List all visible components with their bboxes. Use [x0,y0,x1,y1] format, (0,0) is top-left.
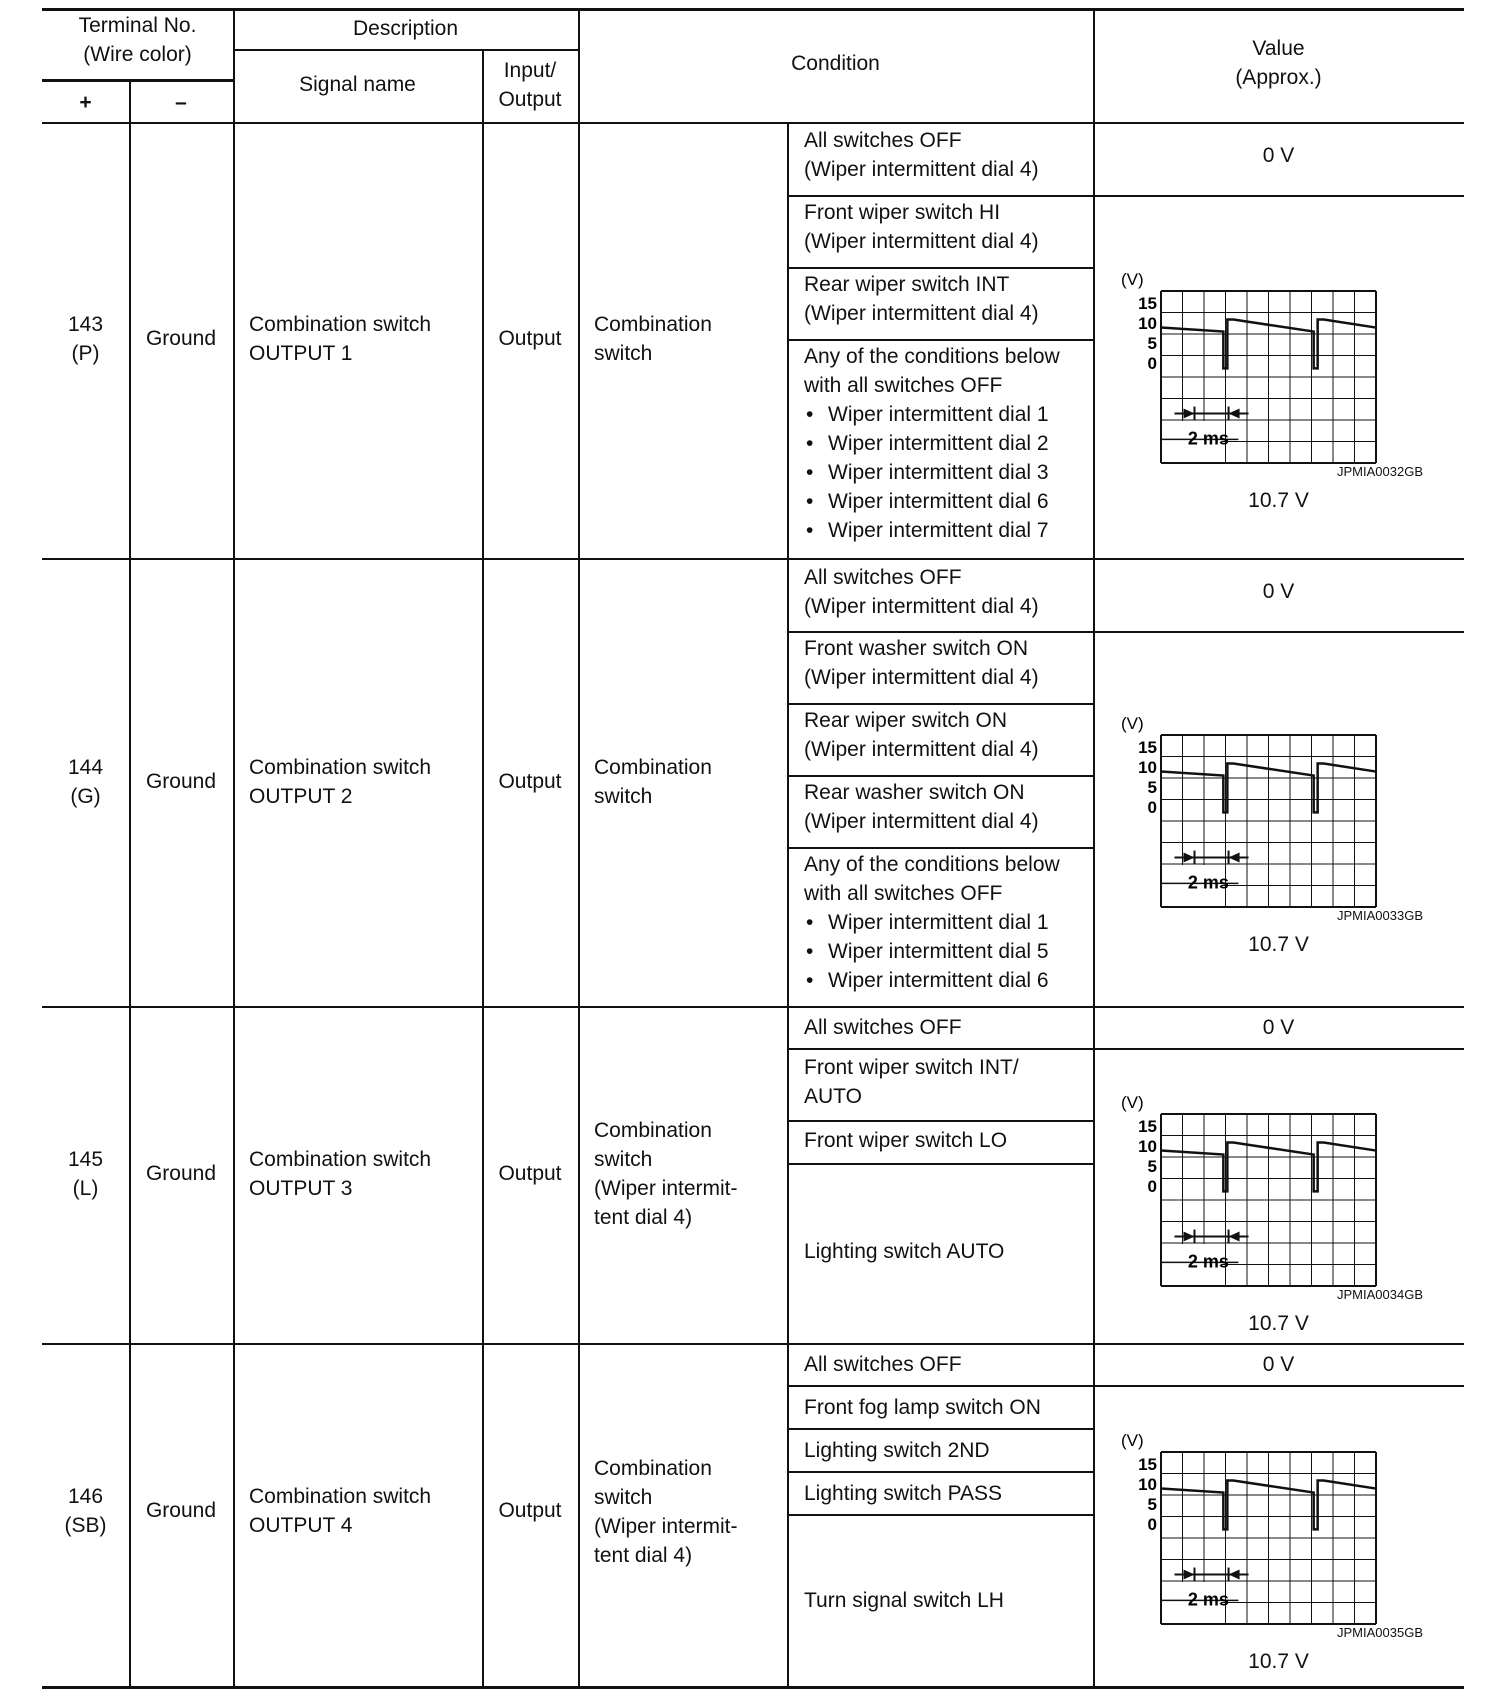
header-minus: – [175,91,187,114]
sub-divider [787,631,1464,633]
sub-condition: All switches OFF [804,1016,962,1039]
condition-main: Combination switch [594,313,712,365]
sub-condition: Any of the conditions below with all switches OFF • Wiper intermittent dial 1 • Wiper intermittent dial 5 • Wiper intermittent dial 6 [804,850,1060,995]
time-arrow-left [1184,1232,1195,1242]
graph-code: JPMIA0032GB [1337,464,1423,479]
graph-code: JPMIA0034GB [1337,1287,1423,1302]
sub-condition: Front fog lamp switch ON [804,1396,1041,1419]
value-on: 10.7 V [1248,489,1309,512]
sub-divider [787,847,1093,849]
sub-condition: Front wiper switch HI (Wiper intermittent dial 4) [804,201,1039,253]
sub-divider [787,775,1093,777]
sub-condition: Rear washer switch ON (Wiper intermittent dial 4) [804,781,1039,833]
sub-divider [787,703,1093,705]
sub-condition: All switches OFF (Wiper intermittent dial 4) [804,566,1039,618]
condition-main: Combination switch [594,756,712,808]
value-on: 10.7 V [1248,1650,1309,1673]
sub-divider [787,1471,1093,1473]
sub-divider [787,1120,1093,1122]
terminal-number: 144 (G) [67,756,104,808]
time-arrow-left [1184,853,1195,863]
sub-condition: Front wiper switch LO [804,1129,1008,1152]
table-bottom-rule [42,1686,1464,1689]
io-type: Output [498,1499,562,1522]
col-line-condition-value [1093,8,1095,1688]
y-tick-label: 10 [1138,1137,1157,1156]
ground-terminal: Ground [145,1499,217,1522]
sub-divider [787,1385,1464,1387]
waveform-graph [1117,271,1462,486]
bullet-item: • Wiper intermittent dial 6 [804,966,1060,995]
time-scale-label: 2 ms [1187,872,1229,893]
y-tick-label: 15 [1138,1455,1157,1474]
signal-name: Combination switch OUTPUT 1 [249,313,432,365]
sub-divider [787,339,1093,341]
y-tick-label: 5 [1147,1157,1157,1176]
y-tick-label: 0 [1147,1177,1157,1196]
sub-divider [787,1048,1464,1050]
y-tick-label: 15 [1138,738,1157,757]
sub-condition: All switches OFF (Wiper intermittent dial 4) [804,129,1039,181]
header-value: Value (Approx.) [1235,37,1322,89]
sub-condition: Lighting switch PASS [804,1482,1003,1505]
time-scale-label: 2 ms [1187,1251,1229,1272]
sub-condition: Lighting switch 2ND [804,1439,990,1462]
bullet-item: • Wiper intermittent dial 1 [804,400,1060,429]
sub-condition: Rear wiper switch ON (Wiper intermittent dial 4) [804,709,1039,761]
col-line-desc-condition [578,8,580,1688]
y-tick-label: 5 [1147,778,1157,797]
ground-terminal: Ground [145,327,217,350]
sub-condition: All switches OFF [804,1353,962,1376]
bullet-item: • Wiper intermittent dial 5 [804,937,1060,966]
condition-main: Combination switch (Wiper intermit- tent dial 4) [594,1457,738,1567]
time-arrow-right [1229,1570,1240,1580]
y-tick-label: 0 [1147,354,1157,373]
sub-condition: Rear wiper switch INT (Wiper intermittent dial 4) [804,273,1039,325]
y-axis-unit: (V) [1121,715,1144,733]
time-scale-label: 2 ms [1187,1589,1229,1610]
terminal-number: 146 (SB) [64,1485,107,1537]
table-top-rule [42,8,1464,11]
sub-divider [787,1428,1093,1430]
y-axis-unit: (V) [1121,1432,1144,1450]
header-signal-name: Signal name [299,73,416,96]
col-line-signal-io [482,50,484,1688]
y-tick-label: 15 [1138,1117,1157,1136]
y-tick-label: 10 [1138,758,1157,777]
signal-name: Combination switch OUTPUT 4 [249,1485,432,1537]
signal-name: Combination switch OUTPUT 3 [249,1148,432,1200]
col-line-plus-minus [129,81,131,1688]
bullet-item: • Wiper intermittent dial 2 [804,429,1060,458]
sub-condition: Any of the conditions below with all switches OFF • Wiper intermittent dial 1 • Wiper intermittent dial 2 • Wiper intermittent dial 3 • Wiper intermittent dial 6 • Wiper intermittent dial 7 [804,342,1060,545]
sub-divider [787,195,1464,197]
value-on: 10.7 V [1248,933,1309,956]
header-input-output: Input/ Output [498,59,562,111]
time-arrow-right [1229,1232,1240,1242]
time-arrow-right [1229,409,1240,419]
terminal-signal-table [42,8,1464,1690]
y-tick-label: 15 [1138,294,1157,313]
bullet-item: • Wiper intermittent dial 1 [804,908,1060,937]
value-off: 0 V [1262,144,1295,167]
ground-terminal: Ground [145,1162,217,1185]
bullet-item: • Wiper intermittent dial 3 [804,458,1060,487]
sub-divider [787,1514,1093,1516]
row-divider [42,558,1464,560]
ground-terminal: Ground [145,770,217,793]
waveform-graph [1117,1094,1462,1309]
y-tick-label: 0 [1147,1515,1157,1534]
y-axis-unit: (V) [1121,1094,1144,1112]
sub-condition: Lighting switch AUTO [804,1240,1005,1263]
bullet-item: • Wiper intermittent dial 6 [804,487,1060,516]
y-tick-label: 0 [1147,798,1157,817]
row-divider [42,1006,1464,1008]
io-type: Output [498,770,562,793]
time-arrow-left [1184,1570,1195,1580]
y-tick-label: 5 [1147,334,1157,353]
col-line-condition-sub [787,123,789,1688]
sub-condition: Front washer switch ON (Wiper intermittent dial 4) [804,637,1039,689]
sub-condition: Front wiper switch INT/ AUTO [804,1056,1019,1108]
value-off: 0 V [1262,1016,1295,1039]
y-axis-unit: (V) [1121,271,1144,289]
header-bottom-rule [42,122,1464,124]
header-condition: Condition [791,52,880,75]
value-off: 0 V [1262,580,1295,603]
y-tick-label: 10 [1138,314,1157,333]
waveform-graph [1117,715,1462,930]
terminal-number: 145 (L) [67,1148,104,1200]
description-header-divider [233,49,578,51]
header-plus: + [79,91,92,114]
time-scale-label: 2 ms [1187,428,1229,449]
io-type: Output [498,1162,562,1185]
sub-condition: Turn signal switch LH [804,1589,1004,1612]
value-off: 0 V [1262,1353,1295,1376]
condition-main: Combination switch (Wiper intermit- tent dial 4) [594,1119,738,1229]
waveform-graph [1117,1432,1462,1647]
terminal-number: 143 (P) [67,313,104,365]
graph-code: JPMIA0035GB [1337,1625,1423,1640]
col-line-terminal-desc [233,8,235,1688]
sub-divider [787,267,1093,269]
bullet-item: • Wiper intermittent dial 7 [804,516,1060,545]
y-tick-label: 10 [1138,1475,1157,1494]
io-type: Output [498,327,562,350]
sub-divider [787,1163,1093,1165]
terminal-header-divider [42,79,233,82]
y-tick-label: 5 [1147,1495,1157,1514]
time-arrow-right [1229,853,1240,863]
signal-name: Combination switch OUTPUT 2 [249,756,432,808]
value-on: 10.7 V [1248,1312,1309,1335]
row-divider [42,1343,1464,1345]
header-terminal-no: Terminal No. (Wire color) [78,14,197,66]
header-description: Description [352,17,459,40]
graph-code: JPMIA0033GB [1337,908,1423,923]
time-arrow-left [1184,409,1195,419]
